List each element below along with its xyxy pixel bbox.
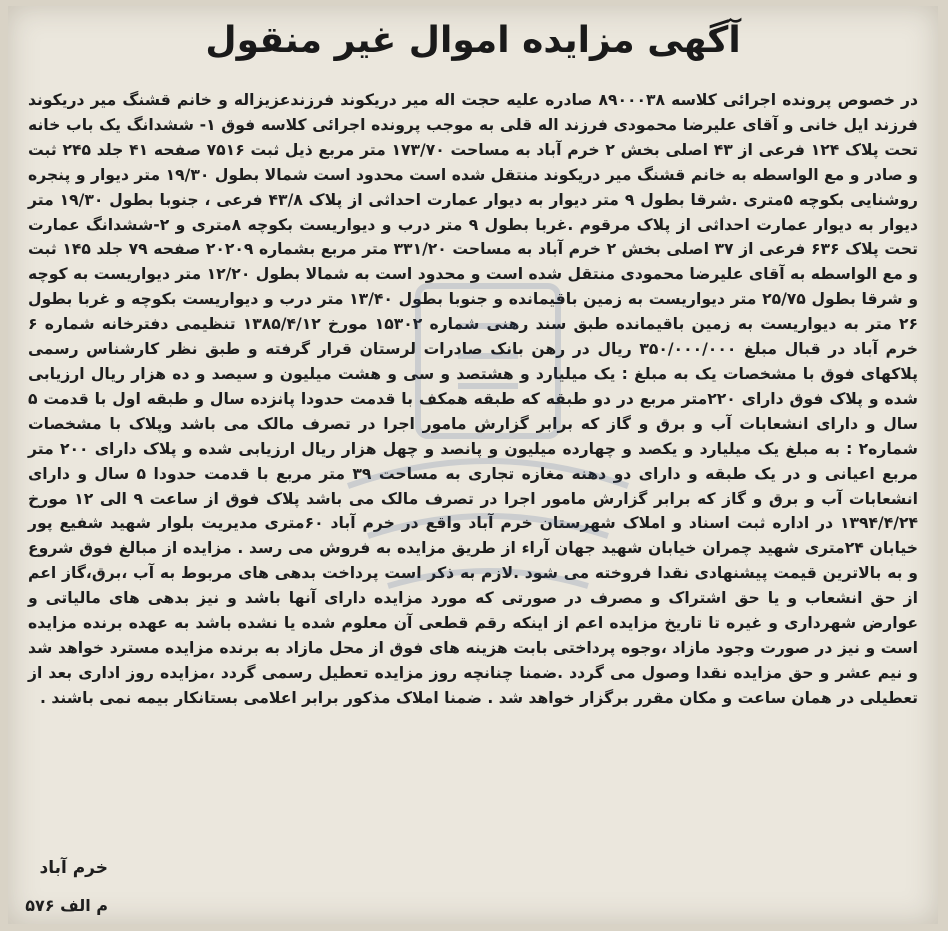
newspaper-clipping bbox=[8, 6, 938, 924]
notice-body bbox=[28, 88, 918, 711]
notice-paragraph: در خصوص پرونده اجرائی کلاسه ۸۹۰۰۰۳۸ صادره علیه حجت اله میر دریکوند فرزندعزیزاله و خانم قشنگ میر دریکوند فرزند ایل خانی و آقای علیرضا محمودی فرزند اله قلی به موجب پرونده اجرائی کلاسه فوق ۱- ششدانگ یک باب خانه تحت پلاک ۱۲۴ فرعی از ۴۳ اصلی بخش ۲ خرم آباد به مساحت ۱۷۳/۷۰ متر مربع ذیل ثبت ۷۵۱۶ صفحه ۴۱ جلد ۲۴۵ ثبت و صادر و مع الواسطه به خانم قشنگ میر دریکوند منتقل شده است محدود است شمالا بطول ۱۹/۳۰ متر دیوار و پنجره روشنایی بکوچه ۵متری .شرقا بطول ۹ متر دیوار به دیوار عمارت احداثی از پلاک ۴۳/۸ فرعی ، جنوبا بطول ۱۹/۳۰ متر دیوار به دیوار عمارت احداثی از پلاک مرقوم .غربا بطول ۹ متر درب و دیواریست بکوچه ۸متری و ۲-ششدانگ عمارت تحت پلاک ۶۳۶ فرعی از ۳۷ اصلی بخش ۲ خرم آباد به مساحت ۳۳۱/۲۰ متر مربع بشماره ۲۰۲۰۹ صفحه ۷۹ جلد ۱۴۵ ثبت و مع الواسطه به آقای علیرضا محمودی منتقل شده است و محدود است به شمالا بطول ۱۲/۲۰ متر دیواریست به کوچه و شرقا بطول ۲۵/۷۵ متر دیواریست به زمین باقیمانده و جنوبا بطول ۱۳/۴۰ متر درب و دیواریست بکوچه و غربا بطول ۲۶ متر به دیواریست به زمین باقیمانده طبق سند رهنی شماره ۱۵۳۰۲ مورخ ۱۳۸۵/۴/۱۲ تنظیمی دفترخانه شماره ۶ خرم آباد در قبال مبلغ ۳۵۰/۰۰۰/۰۰۰ ریال در رهن بانک صادرات لرستان قرار گرفته و طبق نظر کارشناس رسمی پلاکهای فوق با مشخصات یک به مبلغ : یک میلیارد و هشتصد و سی و هشت میلیون و سیصد و ده هزار ریال ارزیابی شده و پلاک فوق دارای ۲۲۰متر مربع در دو طبقه که طبقه همکف با قدمت حدودا پانزده سال و طبقه اول با قدمت ۵ سال و دارای انشعابات آب و برق و گاز که برابر گزارش مامور اجرا در تصرف مالک می باشد وپلاک با مشخصات شماره۲ : به مبلغ یک میلیارد و یکصد و چهارده میلیون و پانصد و چهل هزار ریال ارزیابی شده و پلاک دارای ۲۰۰ متر مربع اعیانی و در یک طبقه و دارای دو دهنه مغازه تجاری به مساحت ۳۹ متر مربع با قدمت حدودا ۵ سال و دارای انشعابات آب و برق و گاز که برابر گزارش مامور اجرا در تصرف مالک می باشد پلاک فوق از ساعت ۹ الی ۱۲ مورخ ۱۳۹۴/۴/۲۴ در اداره ثبت اسناد و املاک شهرستان خرم آباد واقع در خرم آباد ۶۰متری مدیریت بلوار شهید شفیع پور خیابان ۲۴متری شهید چمران خیابان شهید جهان آراء از طریق مزایده به فروش می رسد . مزایده از مبالغ فوق شروع و به بالاترین قیمت پیشنهادی نقدا فروخته می شود .لازم به ذکر است پرداخت بدهی های مربوط به آب ،برق،گاز اعم از حق انشعاب و یا حق اشتراک و مصرف در صورتی که مورد مزایده دارای آنها باشد و نیز بدهی های مالیاتی و عوارض شهرداری و غیره تا تاریخ مزایده اعم از اینکه رقم قطعی آن معلوم شده یا نشده باشد به عهده برنده مزایده است و نیز در صورت وجود مازاد ،وجوه پرداختی بابت هزینه های فوق از محل مازاد به برنده مزایده مسترد خواهد شد و نیم عشر و حق مزایده نقدا وصول می گردد .ضمنا چنانچه روز مزایده تعطیل رسمی گردد ،مزایده روز اداری بعد از تعطیلی در همان ساعت و مکان مقرر برگزار خواهد شد . ضمنا املاک مذکور برابر اعلامی بستانکار بیمه نمی باشند . bbox=[28, 91, 919, 707]
notice-reference-code: م الف ۵۷۶ bbox=[25, 896, 108, 915]
notice-city: خرم آباد bbox=[39, 858, 108, 878]
notice-title: آگهی مزایده اموال غیر منقول bbox=[205, 20, 741, 61]
